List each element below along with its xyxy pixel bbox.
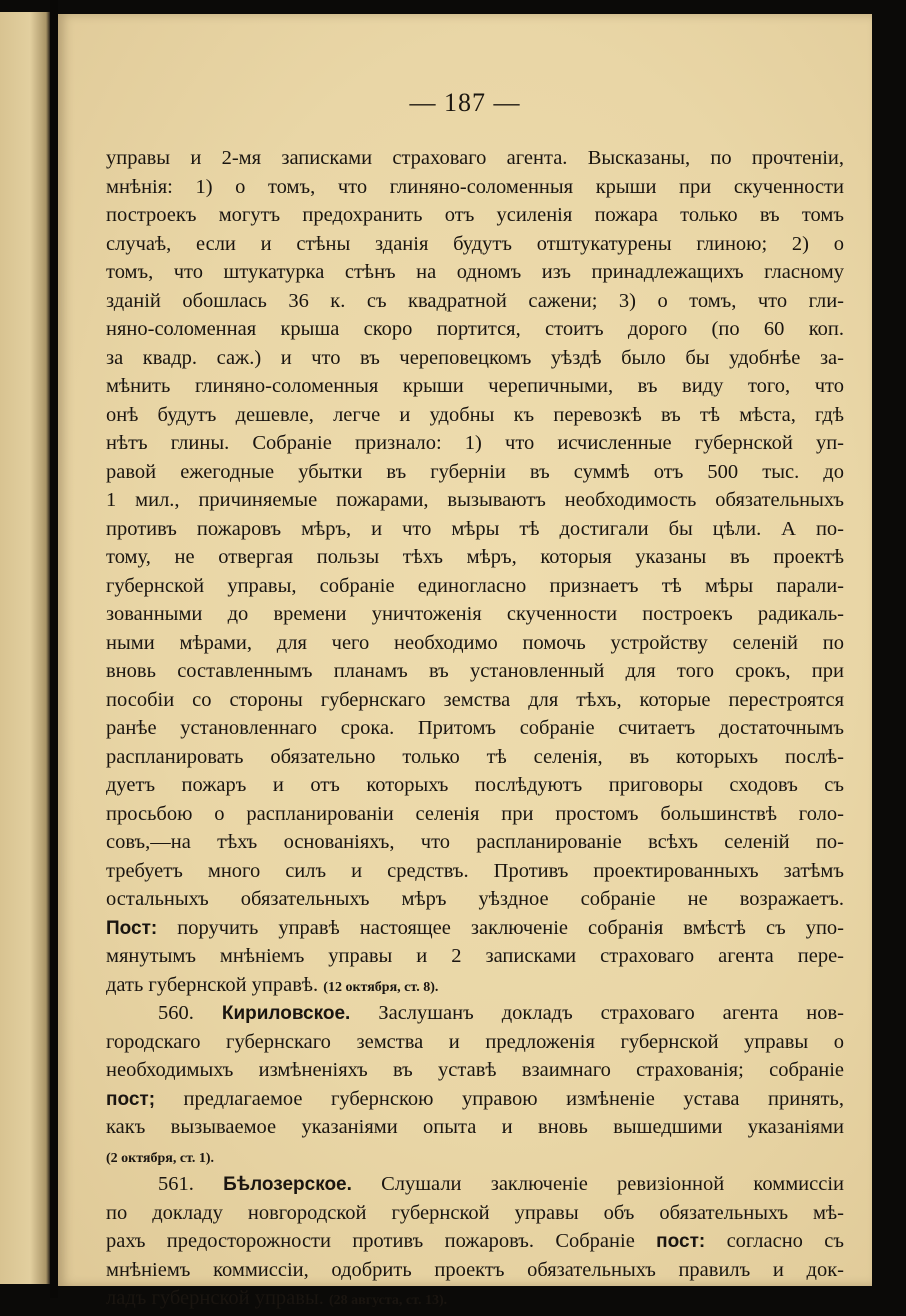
book-spine — [50, 0, 58, 1298]
text-line: мнѣніемъ коммиссіи, одобрить проектъ обязательныхъ правилъ и док- — [106, 1258, 844, 1281]
text-line: просьбою о распланированіи селенія при простомъ большинствѣ голо- — [106, 802, 844, 825]
item-number: 561. — [158, 1173, 224, 1195]
text-line: случаѣ, если и стѣны зданія будутъ отштукатурены глиною; 2) о — [106, 232, 844, 255]
text-line: за квадр. саж.) и что въ череповецкомъ уѣздѣ было бы удобнѣе за- — [106, 346, 844, 369]
item-561-heading — [106, 1170, 844, 1199]
text-line — [106, 914, 844, 943]
text-line: мянутымъ мнѣніемъ управы и 2 записками страховаго агента пере- — [106, 945, 844, 967]
text-line: требуетъ много силъ и средствъ. Противъ проектированныхъ затѣмъ — [106, 859, 844, 882]
text-line: городскаго губернскаго земства и предложенія губернской управы о — [106, 1030, 844, 1053]
post-label: пост: — [656, 1231, 706, 1252]
previous-page-edge — [0, 12, 50, 1284]
item-text: ладъ губернской управы. — [106, 1287, 329, 1309]
item-title: Бѣлозерское. — [223, 1174, 352, 1195]
text-line: ными мѣрами, для чего необходимо помочь устройству селеній по — [106, 631, 844, 654]
session-reference: (12 октября, ст. 8). — [323, 979, 439, 995]
text-line: остальныхъ обязательныхъ мѣръ уѣздное собраніе не возражаетъ. — [106, 888, 844, 910]
post-label: Пост: — [106, 917, 158, 939]
item-560-heading — [106, 999, 844, 1028]
post-text: предлагаемое губернскою управою измѣненіе устава принять, — [155, 1087, 844, 1110]
text-line — [106, 1227, 844, 1256]
session-reference: (28 августа, ст. 13). — [329, 1293, 448, 1308]
session-reference: (2 октября, ст. 1). — [106, 1150, 215, 1166]
text-line: мѣнить глиняно-соломенныя крыши черепичными, въ виду того, что — [106, 375, 844, 397]
page-number: — 187 — — [409, 88, 521, 117]
book-page — [58, 14, 872, 1309]
text-line: 1 мил., причиняемые пожарами, вызываютъ необходимость обязательныхъ — [106, 489, 844, 511]
text-line: дуетъ пожаръ и отъ которыхъ послѣдуютъ приговоры сходовъ съ — [106, 774, 844, 796]
text-line: тому, не отвергая пользы тѣхъ мѣръ, которыя указаны въ проектѣ — [106, 546, 844, 568]
text-line: мнѣнія: 1) о томъ, что глиняно-соломенныя крыши при скученности — [106, 175, 844, 198]
item-number: 560. — [158, 1002, 222, 1024]
text-line: пособіи со стороны губернскаго земства для тѣхъ, которые перестроятся — [106, 688, 844, 711]
text-line: губернской управы, собраніе единогласно признаетъ тѣ мѣры парали- — [106, 574, 844, 597]
text-line — [106, 1085, 844, 1114]
text-line: какъ вызываемое указаніями опыта и вновь вышедшими указаніями — [106, 1116, 844, 1138]
page-text — [106, 144, 844, 1313]
text-line: построекъ могутъ предохранить отъ усиленія пожара только въ томъ — [106, 204, 844, 226]
text-line: нѣтъ глины. Собраніе признало: 1) что исчисленные губернской уп- — [106, 432, 844, 454]
text-line — [106, 1284, 844, 1313]
text-line: зданій обошлась 36 к. съ квадратной сажени; 3) о томъ, что гли- — [106, 289, 844, 312]
post-text: согласно съ — [705, 1230, 844, 1252]
post-text: дать губернской управѣ. — [106, 973, 324, 996]
text-line: необходимыхъ измѣненіяхъ въ уставѣ взаимнаго страхованія; собраніе — [106, 1059, 844, 1081]
text-line: зованными до времени уничтоженія скученности построекъ радикаль- — [106, 603, 844, 625]
text-line: равой ежегодные убытки въ губерніи въ суммѣ отъ 500 тыс. до — [106, 460, 844, 483]
post-label: пост; — [106, 1088, 156, 1110]
text-line: управы и 2-мя записками страховаго агента. Высказаны, по прочтеніи, — [106, 147, 844, 169]
item-text: Заслушанъ докладъ страховаго агента нов- — [350, 1002, 845, 1024]
item-title: Кириловское. — [221, 1003, 351, 1024]
text-line: распланировать обязательно только тѣ селенія, въ которыхъ послѣ- — [106, 745, 844, 768]
text-line: томъ, что штукатурка стѣнъ на одномъ изъ принадлежащихъ гласному — [106, 261, 844, 283]
text-line: вновь составленнымъ планамъ въ установленный для того срокъ, при — [106, 660, 844, 682]
text-line — [106, 971, 844, 1000]
text-line: противъ пожаровъ мѣръ, и что мѣры тѣ достигали бы цѣли. А по- — [106, 517, 844, 540]
item-text: Слушали заключеніе ревизіонной коммиссіи — [351, 1173, 844, 1195]
text-line: совъ,—на тѣхъ основаніяхъ, что распланированіе всѣхъ селеній по- — [106, 831, 844, 853]
item-text: рахъ предосторожности противъ пожаровъ. Собраніе — [106, 1230, 657, 1252]
text-line: по докладу новгородской губернской управы объ обязательныхъ мѣ- — [106, 1201, 844, 1224]
text-line: ранѣе установленнаго срока. Притомъ собраніе считаетъ достаточнымъ — [106, 717, 844, 739]
text-line: няно-соломенная крыша скоро портится, стоитъ дорого (по 60 коп. — [106, 318, 844, 340]
post-text: поручить управѣ настоящее заключеніе собранія вмѣстѣ съ упо- — [157, 916, 844, 939]
text-line — [106, 1142, 844, 1171]
text-line: онѣ будутъ дешевле, легче и удобны къ перевозкѣ въ тѣ мѣста, гдѣ — [106, 403, 844, 426]
